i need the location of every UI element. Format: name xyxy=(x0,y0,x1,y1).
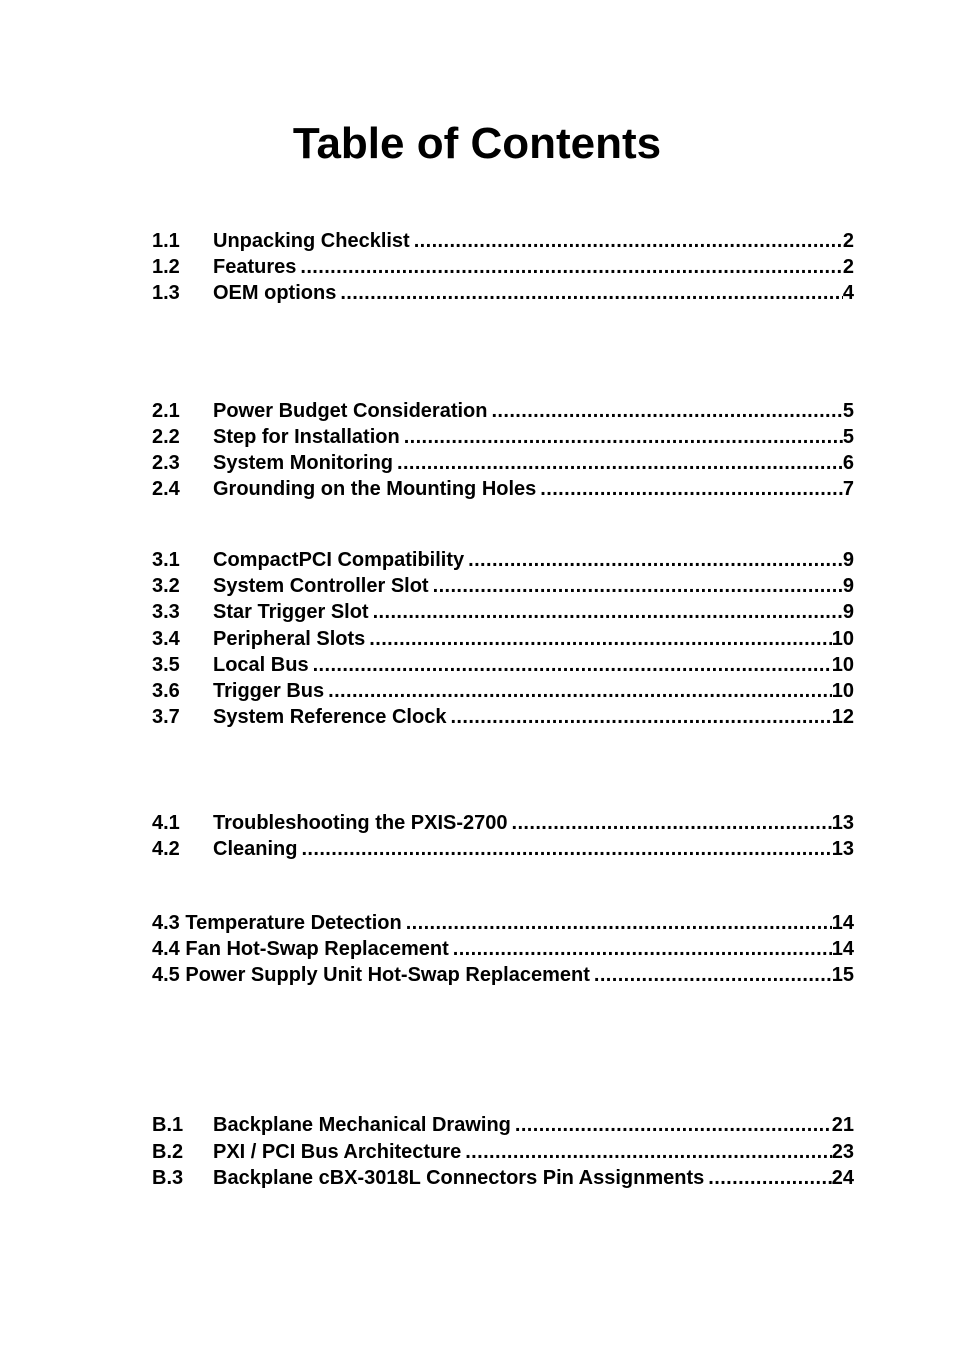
toc-entry-3-6[interactable] xyxy=(152,678,854,704)
entry-label: Cleaning xyxy=(213,838,298,860)
entry-number: B.1 xyxy=(152,1114,184,1136)
entry-label: System Monitoring xyxy=(213,452,394,474)
entry-label: Step for Installation xyxy=(213,426,400,448)
entry-number: B.2 xyxy=(152,1141,184,1163)
entry-label: Power Budget Consideration xyxy=(213,400,488,422)
entry-page-number: 5 xyxy=(842,400,854,422)
entry-page-number: 2 xyxy=(842,256,854,278)
dot-leader xyxy=(429,573,843,599)
entry-label: 4.4 Fan Hot-Swap Replacement xyxy=(152,938,449,960)
entry-page-number: 9 xyxy=(842,549,854,571)
toc-entry-b-3[interactable] xyxy=(152,1165,854,1191)
toc-entry-3-4[interactable] xyxy=(152,626,854,652)
entry-number: 2.1 xyxy=(152,400,180,422)
entry-label: Features xyxy=(213,256,297,278)
entry-number: 3.5 xyxy=(152,654,180,676)
entry-page-number: 24 xyxy=(831,1167,854,1189)
entry-number: 3.7 xyxy=(152,706,180,728)
toc-entry-3-2[interactable] xyxy=(152,573,854,599)
entry-number: 2.2 xyxy=(152,426,180,448)
dot-leader xyxy=(336,280,843,306)
entry-page-number: 10 xyxy=(831,654,854,676)
entry-page-number: 21 xyxy=(831,1114,854,1136)
entry-page-number: 5 xyxy=(842,426,854,448)
dot-leader xyxy=(324,678,832,704)
entry-label: 4.3 Temperature Detection xyxy=(152,912,402,934)
entry-page-number: 23 xyxy=(831,1141,854,1163)
entry-number: 4.1 xyxy=(152,812,180,834)
entry-page-number: 2 xyxy=(842,230,854,252)
entry-label: Troubleshooting the PXIS-2700 xyxy=(213,812,508,834)
entry-label: Backplane cBX-3018L Connectors Pin Assignments xyxy=(213,1167,705,1189)
entry-number: 3.6 xyxy=(152,680,180,702)
entry-page-number: 13 xyxy=(831,838,854,860)
toc-entry-4-4[interactable] xyxy=(152,936,854,962)
entry-page-number: 12 xyxy=(831,706,854,728)
entry-number: B.3 xyxy=(152,1167,184,1189)
dot-leader xyxy=(369,599,843,625)
toc-entry-1-2[interactable] xyxy=(152,254,854,280)
entry-page-number: 14 xyxy=(831,912,854,934)
dot-leader xyxy=(393,450,843,476)
entry-number: 1.2 xyxy=(152,256,180,278)
entry-page-number: 9 xyxy=(842,601,854,623)
entry-label: Unpacking Checklist xyxy=(213,230,410,252)
dot-leader xyxy=(508,810,832,836)
entry-number: 3.3 xyxy=(152,601,180,623)
entry-page-number: 10 xyxy=(831,628,854,650)
dot-leader xyxy=(704,1165,831,1191)
entry-number: 2.3 xyxy=(152,452,180,474)
entry-number: 3.2 xyxy=(152,575,180,597)
entry-label: Peripheral Slots xyxy=(213,628,366,650)
entry-label: CompactPCI Compatibility xyxy=(213,549,465,571)
entry-page-number: 9 xyxy=(842,575,854,597)
entry-page-number: 6 xyxy=(842,452,854,474)
entry-label: 4.5 Power Supply Unit Hot-Swap Replacement xyxy=(152,964,590,986)
entry-label: Trigger Bus xyxy=(213,680,325,702)
toc-entry-3-7[interactable] xyxy=(152,704,854,730)
entry-label: System Reference Clock xyxy=(213,706,447,728)
entry-page-number: 10 xyxy=(831,680,854,702)
toc-entry-4-2[interactable] xyxy=(152,836,854,862)
dot-leader xyxy=(410,228,843,254)
entry-label: PXI / PCI Bus Architecture xyxy=(213,1141,462,1163)
dot-leader xyxy=(461,1139,832,1165)
dot-leader xyxy=(402,910,832,936)
dot-leader xyxy=(446,704,831,730)
entry-label: Local Bus xyxy=(213,654,309,676)
toc-entry-4-5[interactable] xyxy=(152,962,854,988)
dot-leader xyxy=(536,476,843,502)
entry-label: System Controller Slot xyxy=(213,575,429,597)
entry-page-number: 14 xyxy=(831,938,854,960)
entry-page-number: 15 xyxy=(831,964,854,986)
entry-number: 3.1 xyxy=(152,549,180,571)
dot-leader xyxy=(511,1112,832,1138)
entry-label: Grounding on the Mounting Holes xyxy=(213,478,537,500)
toc-entry-b-1[interactable] xyxy=(152,1112,854,1138)
toc-entry-4-1[interactable] xyxy=(152,810,854,836)
dot-leader xyxy=(590,962,832,988)
entry-label: OEM options xyxy=(213,282,337,304)
entry-page-number: 7 xyxy=(842,478,854,500)
entry-number: 1.3 xyxy=(152,282,180,304)
dot-leader xyxy=(400,424,843,450)
dot-leader xyxy=(365,626,831,652)
page-title: Table of Contents xyxy=(292,119,662,168)
dot-leader xyxy=(309,652,832,678)
dot-leader xyxy=(464,547,843,573)
toc-entry-4-3[interactable] xyxy=(152,910,854,936)
dot-leader xyxy=(296,254,843,280)
toc-entry-3-1[interactable] xyxy=(152,547,854,573)
toc-entry-3-3[interactable] xyxy=(152,599,854,625)
entry-number: 4.2 xyxy=(152,838,180,860)
entry-page-number: 13 xyxy=(831,812,854,834)
entry-number: 2.4 xyxy=(152,478,180,500)
toc-entry-2-3[interactable] xyxy=(152,450,854,476)
entry-number: 3.4 xyxy=(152,628,180,650)
toc-entry-2-1[interactable] xyxy=(152,398,854,424)
toc-entry-2-2[interactable] xyxy=(152,424,854,450)
toc-entry-2-4[interactable] xyxy=(152,476,854,502)
entry-label: Backplane Mechanical Drawing xyxy=(213,1114,511,1136)
dot-leader xyxy=(487,398,842,424)
toc-entry-1-1[interactable] xyxy=(152,228,854,254)
entry-page-number: 4 xyxy=(842,282,854,304)
entry-label: Star Trigger Slot xyxy=(213,601,369,623)
dot-leader xyxy=(297,836,831,862)
entry-number: 1.1 xyxy=(152,230,180,252)
toc-entry-3-5[interactable] xyxy=(152,652,854,678)
dot-leader xyxy=(449,936,832,962)
toc-entry-b-2[interactable] xyxy=(152,1139,854,1165)
toc-entry-1-3[interactable] xyxy=(152,280,854,306)
